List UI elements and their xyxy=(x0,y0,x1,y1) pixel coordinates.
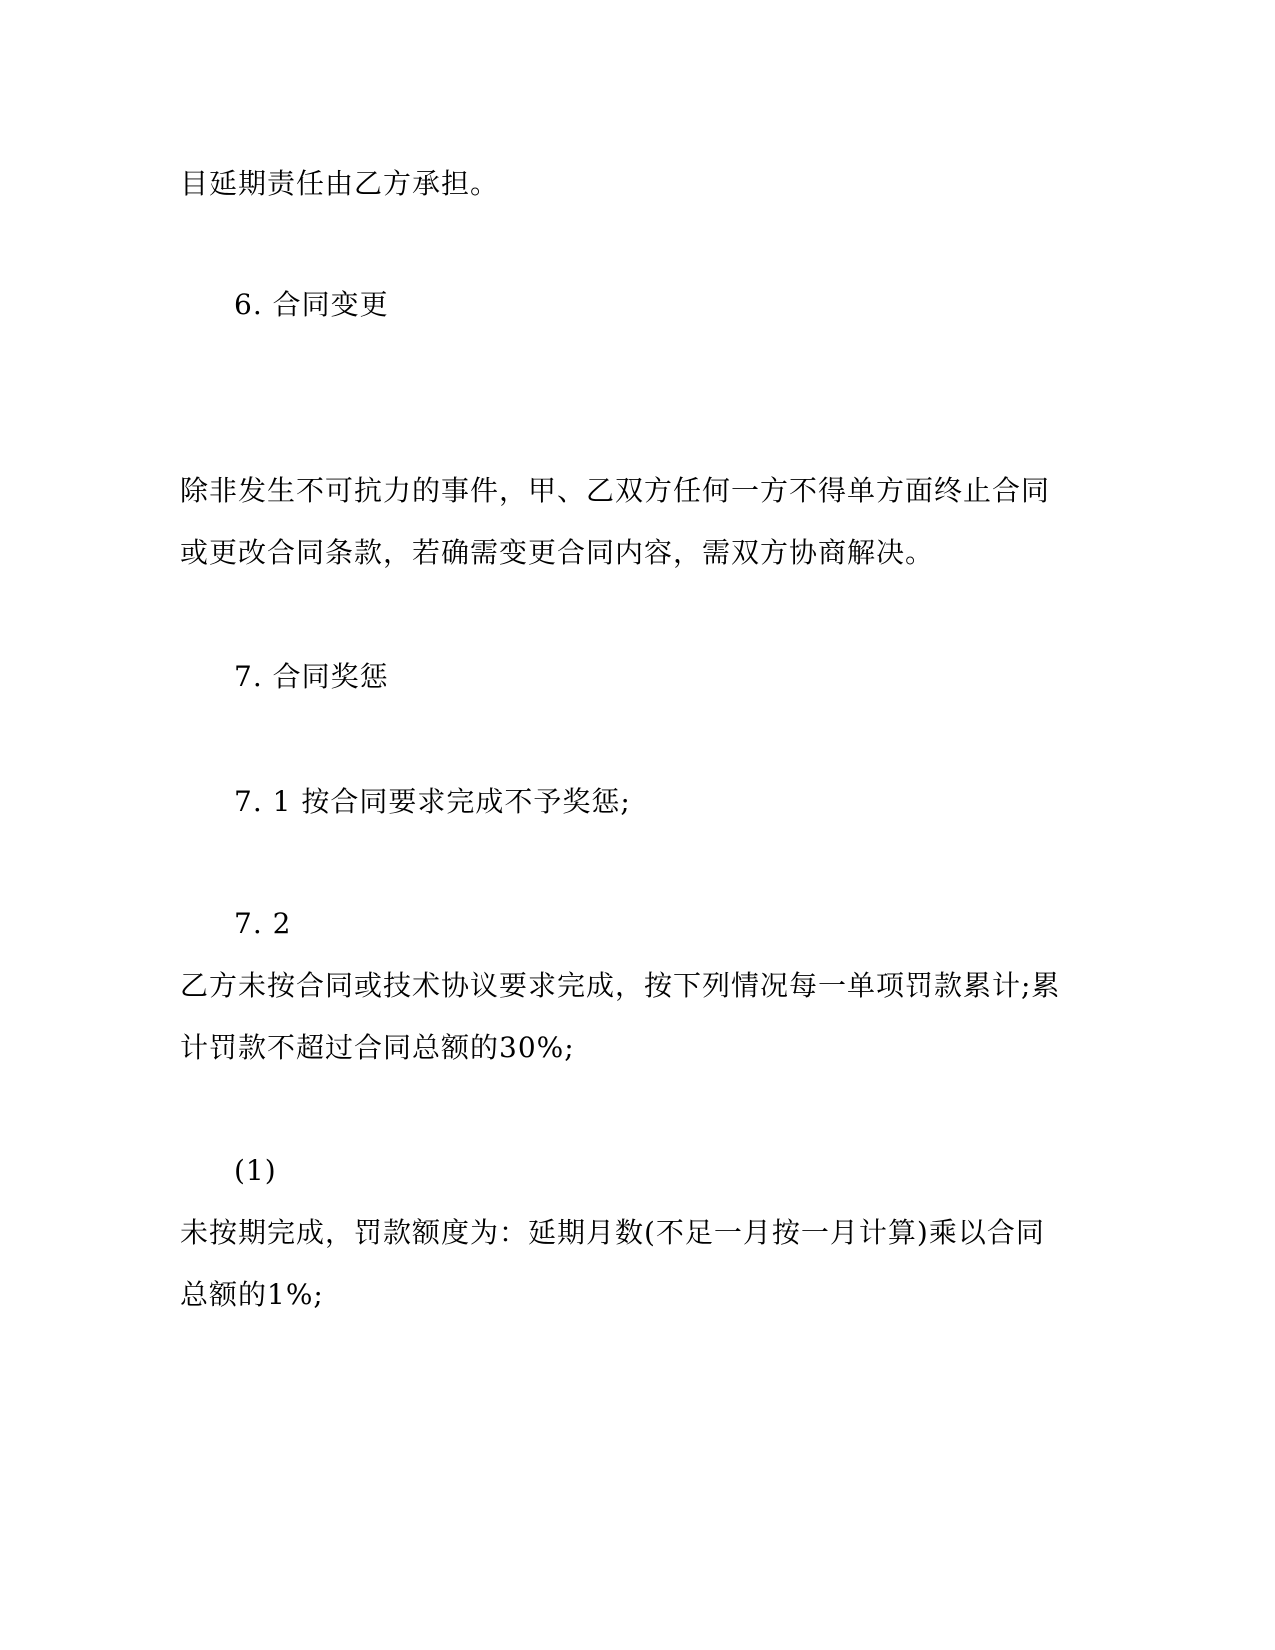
section-heading-6: 6. 合同变更 xyxy=(234,288,389,321)
clause-7-1: 7. 1 按合同要求完成不予奖惩; xyxy=(234,785,631,818)
clause-7-2-number: 7. 2 xyxy=(234,907,292,940)
paragraph-line: 除非发生不可抗力的事件，甲、乙双方任何一方不得单方面终止合同 xyxy=(180,474,1051,507)
paragraph-line: 目延期责任由乙方承担。 xyxy=(180,167,500,200)
item-1-number: (1) xyxy=(234,1154,277,1187)
paragraph-line: 乙方未按合同或技术协议要求完成，按下列情况每一单项罚款累计;累 xyxy=(180,969,1061,1002)
section-heading-7: 7. 合同奖惩 xyxy=(234,660,389,693)
paragraph-line: 或更改合同条款，若确需变更合同内容，需双方协商解决。 xyxy=(180,536,935,569)
paragraph-line: 计罚款不超过合同总额的30%; xyxy=(180,1031,575,1064)
paragraph-line: 未按期完成，罚款额度为：延期月数(不足一月按一月计算)乘以合同 xyxy=(180,1216,1045,1249)
paragraph-line: 总额的1%; xyxy=(180,1278,324,1311)
